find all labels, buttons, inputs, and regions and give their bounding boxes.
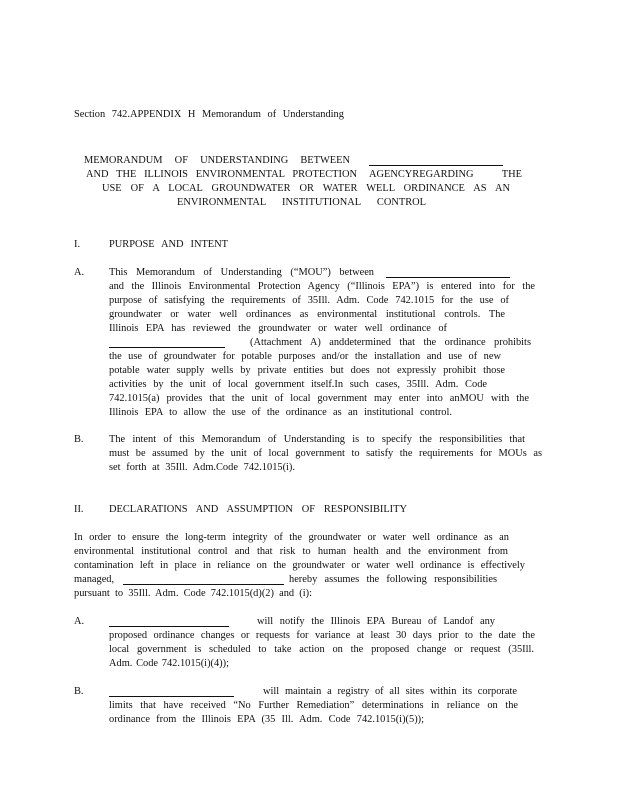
title-line-2b: AGENCYREGARDING THE: [369, 169, 522, 180]
title-line-3: USE OF A LOCAL GROUNDWATER OR WATER WELL ORDINANCE AS AN: [102, 183, 510, 194]
item-1a-line-2: and the Illinois Environmental Protection Agency (“Illinois EPA”) is entered into for the: [109, 281, 535, 292]
section-header: Section 742.APPENDIX H Memorandum of Understanding: [74, 109, 344, 120]
title-line-2a: AND THE ILLINOIS ENVIRONMENTAL PROTECTION: [86, 169, 357, 180]
section-1-number: I.: [74, 239, 81, 250]
item-1a-line-9: activities by the unit of local government itself.In such cases, 35Ill. Adm. Code: [109, 379, 487, 390]
item-2a-line-2: proposed ordinance changes or requests for variance at least 30 days prior to the date the: [109, 630, 535, 641]
item-2b-label: B.: [74, 686, 84, 697]
section-2-intro-line-4b: hereby assumes the following responsibilities: [289, 574, 497, 585]
item-2a-label: A.: [74, 616, 85, 627]
item-1a-line-6: (Attachment A) anddetermined that the ordinance prohibits: [250, 337, 531, 348]
item-2b-line-2: limits that have received “No Further Remediation” determinations in reliance on the: [109, 700, 518, 711]
item-2b-line-1: will maintain a registry of all sites within its corporate: [263, 686, 517, 697]
blank-agency-name[interactable]: [369, 165, 503, 166]
section-2-intro-line-5: pursuant to 35Ill. Adm. Code 742.1015(d)(2) and (i):: [74, 588, 312, 599]
section-2-intro-line-2: environmental institutional control and that risk to human health and the environment from: [74, 546, 508, 557]
item-1a-line-11: Illinois EPA to allow the use of the ordinance as an institutional control.: [109, 407, 452, 418]
item-1a-line-3: purpose of satisfying the requirements of 35Ill. Adm. Code 742.1015 for the use of: [109, 295, 509, 306]
section-1-heading: PURPOSE AND INTENT: [109, 239, 228, 250]
blank-local-government-3[interactable]: [109, 626, 229, 627]
item-2a-line-1: will notify the Illinois EPA Bureau of Landof any: [257, 616, 495, 627]
item-2b-line-3: ordinance from the Illinois EPA (35 Ill. Adm. Code 742.1015(i)(5));: [109, 714, 424, 725]
blank-local-government-4[interactable]: [109, 696, 234, 697]
item-1b-line-3: set forth at 35Ill. Adm.Code 742.1015(i).: [109, 462, 295, 473]
item-1a-line-10: 742.1015(a) provides that the unit of local government may enter into anMOU with the: [109, 393, 529, 404]
item-1a-label: A.: [74, 267, 85, 278]
title-line-1: MEMORANDUM OF UNDERSTANDING BETWEEN: [84, 155, 350, 166]
section-2-intro-line-3: contamination left in place in reliance on the groundwater or water well ordinance is effectively: [74, 560, 525, 571]
blank-local-government-2[interactable]: [123, 584, 284, 585]
section-2-number: II.: [74, 504, 84, 515]
item-1a-line-1: This Memorandum of Understanding (“MOU”) between: [109, 267, 374, 278]
item-1b-line-2: must be assumed by the unit of local government to satisfy the requirements for MOUs as: [109, 448, 542, 459]
title-line-4: ENVIRONMENTAL INSTITUTIONAL CONTROL: [177, 197, 426, 208]
section-2-heading: DECLARATIONS AND ASSUMPTION OF RESPONSIBILITY: [109, 504, 407, 515]
item-1a-line-4: groundwater or water well ordinances as environmental institutional controls. The: [109, 309, 505, 320]
item-1a-line-5: Illinois EPA has reviewed the groundwater or water well ordinance of: [109, 323, 447, 334]
item-1a-line-8: potable water supply wells by private entities but does not expressly prohibit those: [109, 365, 505, 376]
blank-ordinance-owner[interactable]: [109, 347, 225, 348]
item-1a-line-7: the use of groundwater for potable purposes and/or the installation and use of new: [109, 351, 501, 362]
item-2a-line-4: Adm. Code 742.1015(i)(4));: [109, 658, 229, 669]
blank-local-government-1[interactable]: [386, 277, 510, 278]
item-2a-line-3: local government is scheduled to take action on the proposed change or request (35Ill.: [109, 644, 534, 655]
item-1b-label: B.: [74, 434, 84, 445]
item-1b-line-1: The intent of this Memorandum of Understanding is to specify the responsibilities that: [109, 434, 525, 445]
section-2-intro-line-4a: managed,: [74, 574, 115, 585]
section-2-intro-line-1: In order to ensure the long-term integrity of the groundwater or water well ordinance as an: [74, 532, 509, 543]
